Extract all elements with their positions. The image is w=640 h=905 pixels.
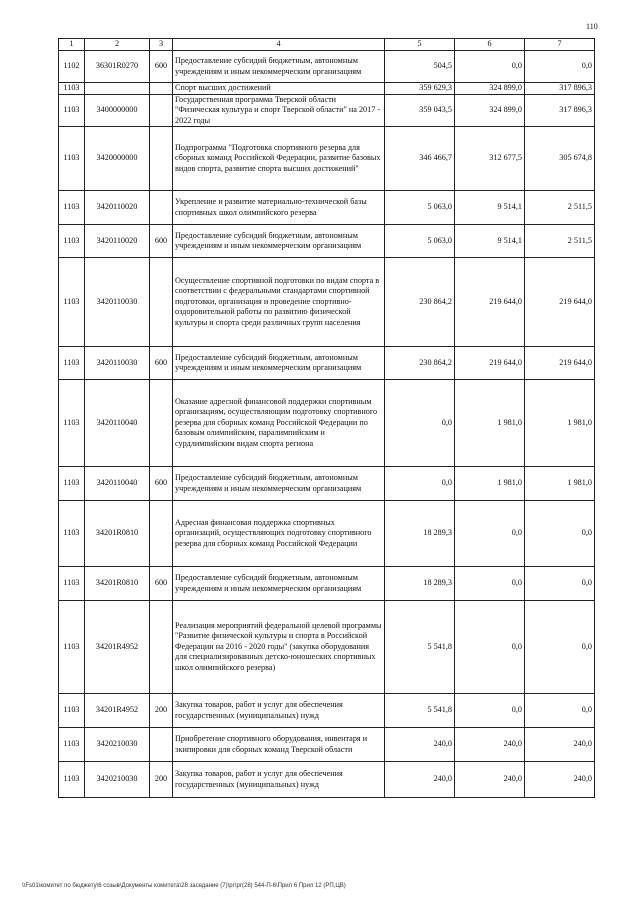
item-name-cell: Оказание адресной финансовой поддержки спортивным организациям, осуществляющим подготовку спортивного резерва для сборных команд Российской Федерации по базовым олимпийским, паралимпийским и сурдлимпийским видам спорта региона [173, 380, 385, 467]
expense-type-cell: 600 [150, 51, 173, 83]
amount-cell: 240,0 [455, 762, 525, 798]
item-name-cell: Подпрограмма "Подготовка спортивного резерва для сборных команд Российской Федерации, развитие базовых видов спорта, развитие спорта высших достижений" [173, 127, 385, 191]
amount-cell: 1 981,0 [455, 380, 525, 467]
expense-type-cell: 600 [150, 467, 173, 501]
amount-cell: 0,0 [525, 694, 595, 728]
item-name-cell: Предоставление субсидий бюджетным, автономным учреждениям и иным некоммерческим организациям [173, 467, 385, 501]
expense-type-cell [150, 501, 173, 567]
item-name-cell: Укрепление и развитие материально-технической базы спортивных школ олимпийского резерва [173, 191, 385, 225]
target-article-cell: 3420210030 [85, 728, 150, 762]
expense-type-cell: 600 [150, 225, 173, 258]
target-article-cell: 3400000000 [85, 94, 150, 127]
budget-table [58, 38, 595, 798]
target-article-cell [85, 83, 150, 95]
amount-cell: 1 981,0 [525, 380, 595, 467]
target-article-cell: 3420110020 [85, 191, 150, 225]
target-article-cell: 3420110040 [85, 380, 150, 467]
page-number: 110 [586, 22, 598, 31]
target-article-cell: 3420110040 [85, 467, 150, 501]
razdel-cell: 1103 [59, 127, 85, 191]
amount-cell: 5 541,8 [385, 601, 455, 694]
table-row [59, 258, 595, 347]
table-row [59, 191, 595, 225]
amount-cell: 240,0 [525, 728, 595, 762]
target-article-cell: 3420110030 [85, 258, 150, 347]
amount-cell: 317 896,3 [525, 94, 595, 127]
amount-cell: 240,0 [385, 728, 455, 762]
razdel-cell: 1103 [59, 601, 85, 694]
item-name-cell: Осуществление спортивной подготовки по видам спорта в соответствии с федеральными стандартами спортивной подготовки, организация и проведение спортивно-оздоровительной работы по развитию физической культуры и спорта среди различных групп населения [173, 258, 385, 347]
target-article-cell: 34201R4952 [85, 694, 150, 728]
expense-type-cell [150, 601, 173, 694]
header-cell: 1 [59, 39, 85, 51]
target-article-cell: 34201R0810 [85, 567, 150, 601]
header-cell: 6 [455, 39, 525, 51]
amount-cell: 0,0 [525, 51, 595, 83]
table-row [59, 225, 595, 258]
razdel-cell: 1103 [59, 94, 85, 127]
expense-type-cell: 200 [150, 762, 173, 798]
razdel-cell: 1103 [59, 225, 85, 258]
amount-cell: 219 644,0 [455, 347, 525, 380]
table-row [59, 728, 595, 762]
item-name-cell: Закупка товаров, работ и услуг для обеспечения государственных (муниципальных) нужд [173, 762, 385, 798]
table-row [59, 762, 595, 798]
razdel-cell: 1103 [59, 467, 85, 501]
amount-cell: 9 514,1 [455, 225, 525, 258]
amount-cell: 219 644,0 [525, 347, 595, 380]
amount-cell: 324 899,0 [455, 83, 525, 95]
amount-cell: 1 981,0 [455, 467, 525, 501]
table-row [59, 127, 595, 191]
amount-cell: 0,0 [525, 567, 595, 601]
item-name-cell: Адресная финансовая поддержка спортивных организаций, осуществляющих подготовку спортивного резерва для сборных команд Российской Федерации [173, 501, 385, 567]
amount-cell: 312 677,5 [455, 127, 525, 191]
target-article-cell: 3420210030 [85, 762, 150, 798]
amount-cell: 230 864,2 [385, 258, 455, 347]
header-cell: 5 [385, 39, 455, 51]
amount-cell: 219 644,0 [525, 258, 595, 347]
amount-cell: 359 629,3 [385, 83, 455, 95]
expense-type-cell [150, 94, 173, 127]
expense-type-cell [150, 191, 173, 225]
amount-cell: 5 063,0 [385, 225, 455, 258]
table-row [59, 94, 595, 127]
amount-cell: 346 466,7 [385, 127, 455, 191]
razdel-cell: 1103 [59, 191, 85, 225]
razdel-cell: 1103 [59, 347, 85, 380]
razdel-cell: 1103 [59, 694, 85, 728]
razdel-cell: 1103 [59, 501, 85, 567]
razdel-cell: 1103 [59, 380, 85, 467]
target-article-cell: 3420110020 [85, 225, 150, 258]
table-row [59, 467, 595, 501]
expense-type-cell [150, 127, 173, 191]
razdel-cell: 1103 [59, 83, 85, 95]
header-row [59, 39, 595, 51]
item-name-cell: Закупка товаров, работ и услуг для обеспечения государственных (муниципальных) нужд [173, 694, 385, 728]
amount-cell: 2 511,5 [525, 225, 595, 258]
table-row [59, 567, 595, 601]
expense-type-cell [150, 83, 173, 95]
expense-type-cell: 200 [150, 694, 173, 728]
amount-cell: 0,0 [385, 380, 455, 467]
amount-cell: 1 981,0 [525, 467, 595, 501]
header-cell: 2 [85, 39, 150, 51]
table-row [59, 83, 595, 95]
target-article-cell: 3420000000 [85, 127, 150, 191]
item-name-cell: Государственная программа Тверской области "Физическая культура и спорт Тверской области" на 2017 - 2022 годы [173, 94, 385, 127]
table-row [59, 380, 595, 467]
expense-type-cell: 600 [150, 347, 173, 380]
amount-cell: 0,0 [455, 51, 525, 83]
amount-cell: 18 289,3 [385, 567, 455, 601]
amount-cell: 0,0 [525, 501, 595, 567]
table-row [59, 347, 595, 380]
table-row [59, 51, 595, 83]
expense-type-cell: 600 [150, 567, 173, 601]
amount-cell: 317 896,3 [525, 83, 595, 95]
amount-cell: 240,0 [455, 728, 525, 762]
target-article-cell: 36301R0270 [85, 51, 150, 83]
razdel-cell: 1103 [59, 762, 85, 798]
table-row [59, 501, 595, 567]
amount-cell: 504,5 [385, 51, 455, 83]
razdel-cell: 1102 [59, 51, 85, 83]
expense-type-cell [150, 258, 173, 347]
item-name-cell: Предоставление субсидий бюджетным, автономным учреждениям и иным некоммерческим организациям [173, 567, 385, 601]
amount-cell: 0,0 [455, 567, 525, 601]
header-cell: 4 [173, 39, 385, 51]
amount-cell: 219 644,0 [455, 258, 525, 347]
amount-cell: 0,0 [385, 467, 455, 501]
amount-cell: 0,0 [455, 501, 525, 567]
item-name-cell: Предоставление субсидий бюджетным, автономным учреждениям и иным некоммерческим организациям [173, 225, 385, 258]
amount-cell: 240,0 [525, 762, 595, 798]
amount-cell: 324 899,0 [455, 94, 525, 127]
expense-type-cell [150, 728, 173, 762]
razdel-cell: 1103 [59, 567, 85, 601]
header-cell: 7 [525, 39, 595, 51]
expense-type-cell [150, 380, 173, 467]
amount-cell: 5 063,0 [385, 191, 455, 225]
item-name-cell: Спорт высших достижений [173, 83, 385, 95]
item-name-cell: Предоставление субсидий бюджетным, автономным учреждениям и иным некоммерческим организациям [173, 51, 385, 83]
amount-cell: 240,0 [385, 762, 455, 798]
amount-cell: 2 511,5 [525, 191, 595, 225]
amount-cell: 359 043,5 [385, 94, 455, 127]
razdel-cell: 1103 [59, 728, 85, 762]
item-name-cell: Предоставление субсидий бюджетным, автономным учреждениям и иным некоммерческим организациям [173, 347, 385, 380]
target-article-cell: 3420110030 [85, 347, 150, 380]
amount-cell: 0,0 [455, 694, 525, 728]
target-article-cell: 34201R0810 [85, 501, 150, 567]
table-row [59, 601, 595, 694]
amount-cell: 18 289,3 [385, 501, 455, 567]
razdel-cell: 1103 [59, 258, 85, 347]
item-name-cell: Реализация мероприятий федеральной целевой программы "Развитие физической культуры и спорта в Российской Федерации на 2016 - 2020 годы" (закупка оборудования для специализированных детско-юношеских спортивных школ олимпийского резерва) [173, 601, 385, 694]
amount-cell: 230 864,2 [385, 347, 455, 380]
file-path-footer: \\Fs01\комитет по бюджету\6 созыв\Документы комитета\28 заседание (7)\рг\рг(28) 544-П-6\Прил 6 Прил 12 (РП,ЦВ) [22, 883, 346, 889]
amount-cell: 9 514,1 [455, 191, 525, 225]
amount-cell: 0,0 [525, 601, 595, 694]
amount-cell: 5 541,8 [385, 694, 455, 728]
amount-cell: 305 674,8 [525, 127, 595, 191]
item-name-cell: Приобретение спортивного оборудования, инвентаря и экипировки для сборных команд Тверской области [173, 728, 385, 762]
target-article-cell: 34201R4952 [85, 601, 150, 694]
amount-cell: 0,0 [455, 601, 525, 694]
header-cell: 3 [150, 39, 173, 51]
table-row [59, 694, 595, 728]
